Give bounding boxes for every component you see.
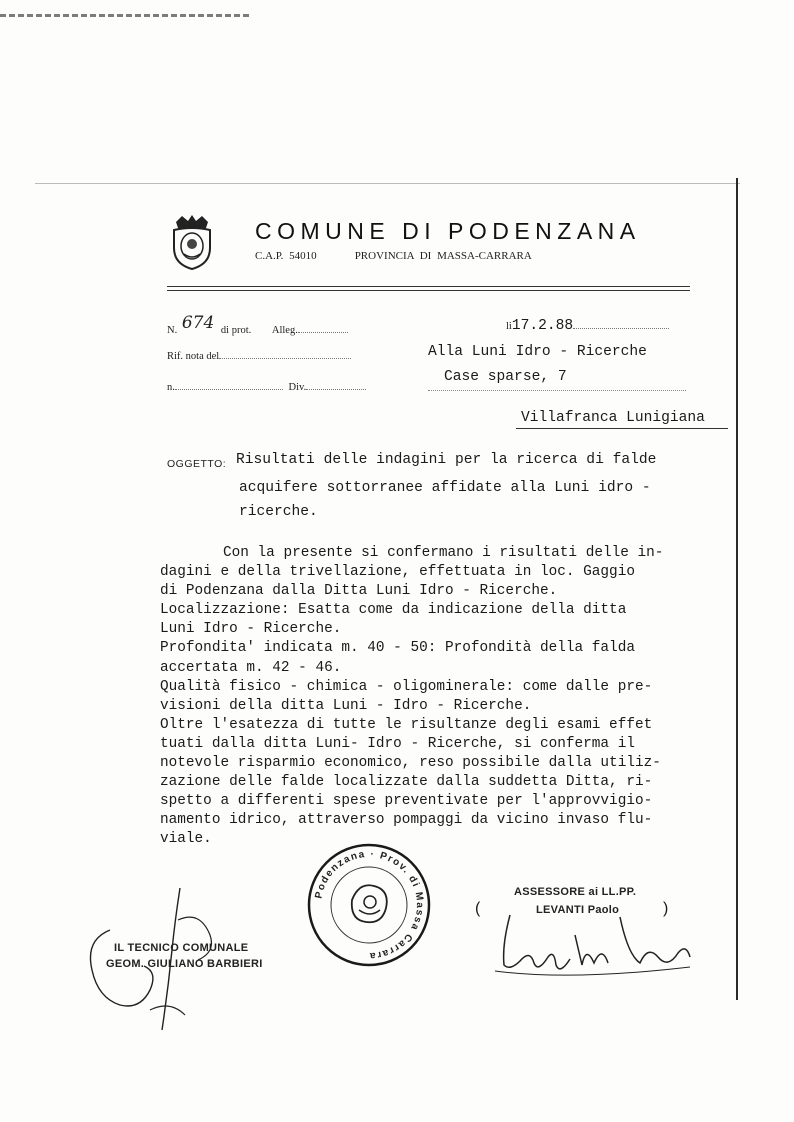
- date-value: 17.2.88: [511, 318, 574, 334]
- right-signatory-paren-close: ): [663, 900, 669, 917]
- subject-line-2: acquifere sottorranee affidate alla Luni idro -: [239, 480, 651, 496]
- body-line: Localizzazione: Esatta come da indicazione della ditta: [160, 602, 627, 619]
- body-line: accertata m. 42 - 46.: [160, 659, 342, 676]
- right-signatory-title: ASSESSORE ai LL.PP.: [514, 886, 637, 898]
- municipal-seal-stamp: [304, 840, 434, 970]
- recipient-line-3: Villafranca Lunigiana: [521, 410, 705, 426]
- body-line: dagini e della trivellazione, effettuata in loc. Gaggio: [160, 564, 635, 581]
- recipient-line-2: Case sparse, 7: [444, 369, 567, 385]
- protocol-number-label: N.: [167, 325, 178, 336]
- body-line: di Podenzana dalla Ditta Luni Idro - Ricerche.: [160, 583, 558, 600]
- letterhead-subtitle: [255, 250, 532, 262]
- right-signature-scribble: [490, 905, 700, 985]
- body-line: Oltre l'esatezza di tutte le risultanze degli esami effet: [160, 716, 653, 733]
- page-fold-line: [35, 183, 740, 184]
- body-line: Profondita' indicata m. 40 - 50: Profondità della falda: [160, 640, 635, 657]
- body-line: zazione delle falde localizzate dalla suddetta Ditta, ri-: [160, 774, 653, 791]
- date-field: [506, 316, 669, 334]
- page-right-border: [736, 178, 738, 1000]
- letterhead-cap: C.A.P. 54010: [255, 250, 317, 262]
- header-rule-top: [167, 286, 690, 287]
- body-line: tuati dalla ditta Luni- Idro - Ricerche, si conferma il: [160, 735, 635, 752]
- header-rule-bottom: [167, 290, 690, 291]
- attachment-label: Alleg.: [271, 325, 298, 336]
- municipal-crest-icon: [170, 214, 214, 270]
- left-signatory-name: GEOM. GIULIANO BARBIERI: [106, 958, 263, 970]
- body-line: viale.: [160, 831, 212, 848]
- body-line: Con la presente si confermano i risultati delle in-: [223, 545, 664, 561]
- body-line: visioni della ditta Luni - Idro - Ricerche.: [160, 697, 532, 714]
- body-line: namento idrico, attraverso pompaggi da vicino invaso flu-: [160, 812, 653, 829]
- letterhead-province: PROVINCIA DI MASSA-CARRARA: [354, 250, 532, 262]
- right-signatory-name: LEVANTI Paolo: [536, 904, 620, 916]
- svg-text:Podenzana · Prov. di Massa Car: Podenzana · Prov. di Massa Carrara: [313, 848, 426, 962]
- division-label: Div.: [288, 382, 307, 393]
- protocol-label: di prot.: [220, 325, 252, 336]
- body-line: notevole risparmio economico, reso possibile dalla utiliz-: [160, 755, 661, 772]
- right-signatory-paren-open: (: [475, 900, 481, 917]
- body-line: Qualità fisico - chimica - oligominerale: come dalle pre-: [160, 678, 653, 695]
- letter-body: [160, 544, 735, 850]
- protocol-number-value: 674: [181, 313, 215, 333]
- recipient-underline: [516, 428, 728, 429]
- subject-label: OGGETTO:: [167, 458, 227, 470]
- protocol-number-field: [167, 313, 348, 338]
- scan-artifact-line: [0, 14, 250, 17]
- letterhead-title: COMUNE DI PODENZANA: [255, 218, 641, 244]
- body-line: spetto a differenti spese preventivate per l'approvvigio-: [160, 793, 653, 810]
- left-signatory-title: IL TECNICO COMUNALE: [114, 942, 249, 954]
- subject-line-3: ricerche.: [239, 504, 318, 520]
- number-label: n.: [167, 382, 175, 393]
- recipient-line-1: Alla Luni Idro - Ricerche: [428, 344, 647, 360]
- reference-note-label: Rif. nota del: [167, 351, 220, 362]
- subject-line-1: Risultati delle indagini per la ricerca di falde: [236, 452, 657, 468]
- number-division-field: [167, 379, 366, 393]
- body-line: Luni Idro - Ricerche.: [160, 621, 342, 638]
- reference-note-field: [167, 348, 351, 362]
- date-prefix: li: [506, 321, 512, 332]
